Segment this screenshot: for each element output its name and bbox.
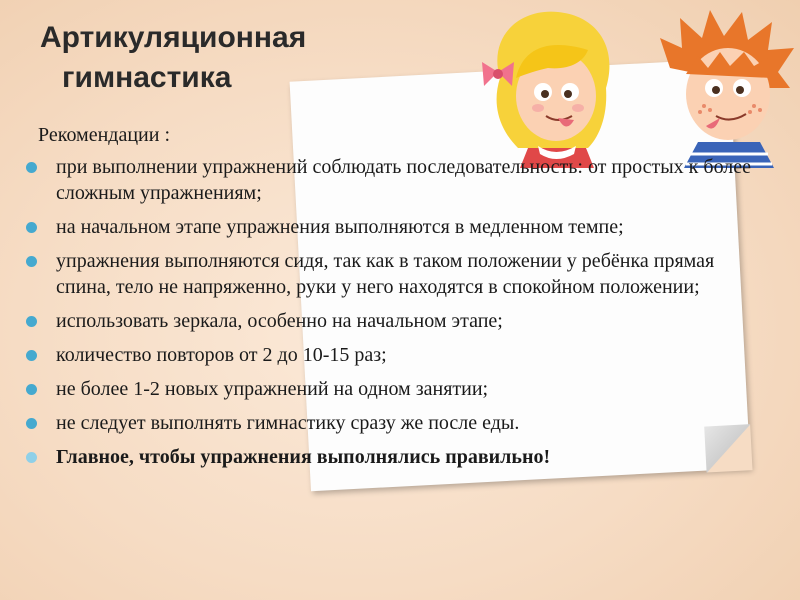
slide-title: [40, 18, 306, 98]
bullet-icon: [26, 316, 37, 327]
bullet-icon: [26, 162, 37, 173]
list-item: [18, 154, 758, 206]
girl-illustration: [478, 8, 628, 168]
list-item: [18, 342, 758, 368]
bullet-icon: [26, 350, 37, 361]
list-item-text: на начальном этапе упражнения выполняются в медленном темпе;: [56, 216, 624, 238]
title-line-2: гимнастика: [62, 61, 232, 94]
boy-illustration: [650, 8, 800, 168]
bullet-icon: [26, 222, 37, 233]
list-item-emphasis: [18, 444, 758, 470]
bullet-icon: [26, 452, 37, 463]
list-item: [18, 376, 758, 402]
bullet-icon: [26, 418, 37, 429]
list-item: [18, 214, 758, 240]
list-item: [18, 410, 758, 436]
bullet-icon: [26, 384, 37, 395]
list-item: [18, 308, 758, 334]
list-item-text: не следует выполнять гимнастику сразу же после еды.: [56, 412, 520, 434]
list-item-text: при выполнении упражнений соблюдать последовательность: от простых к более сложным упражнениям;: [56, 156, 752, 204]
list-item: [18, 248, 758, 300]
list-item-text: упражнения выполняются сидя, так как в таком положении у ребёнка прямая спина, тело не напряженно, руки у него находятся в спокойном положении;: [56, 250, 715, 298]
list-item-text: не более 1-2 новых упражнений на одном занятии;: [56, 378, 489, 400]
recommendations-label: Рекомендации :: [38, 124, 171, 146]
list-item-text: Главное, чтобы упражнения выполнялись правильно!: [56, 446, 551, 468]
bullet-icon: [26, 256, 37, 267]
list-item-text: количество повторов от 2 до 10-15 раз;: [56, 344, 387, 366]
list-item-text: использовать зеркала, особенно на начальном этапе;: [56, 310, 503, 332]
title-line-1: Артикуляционная: [40, 21, 307, 54]
recommendation-list: [18, 154, 758, 478]
